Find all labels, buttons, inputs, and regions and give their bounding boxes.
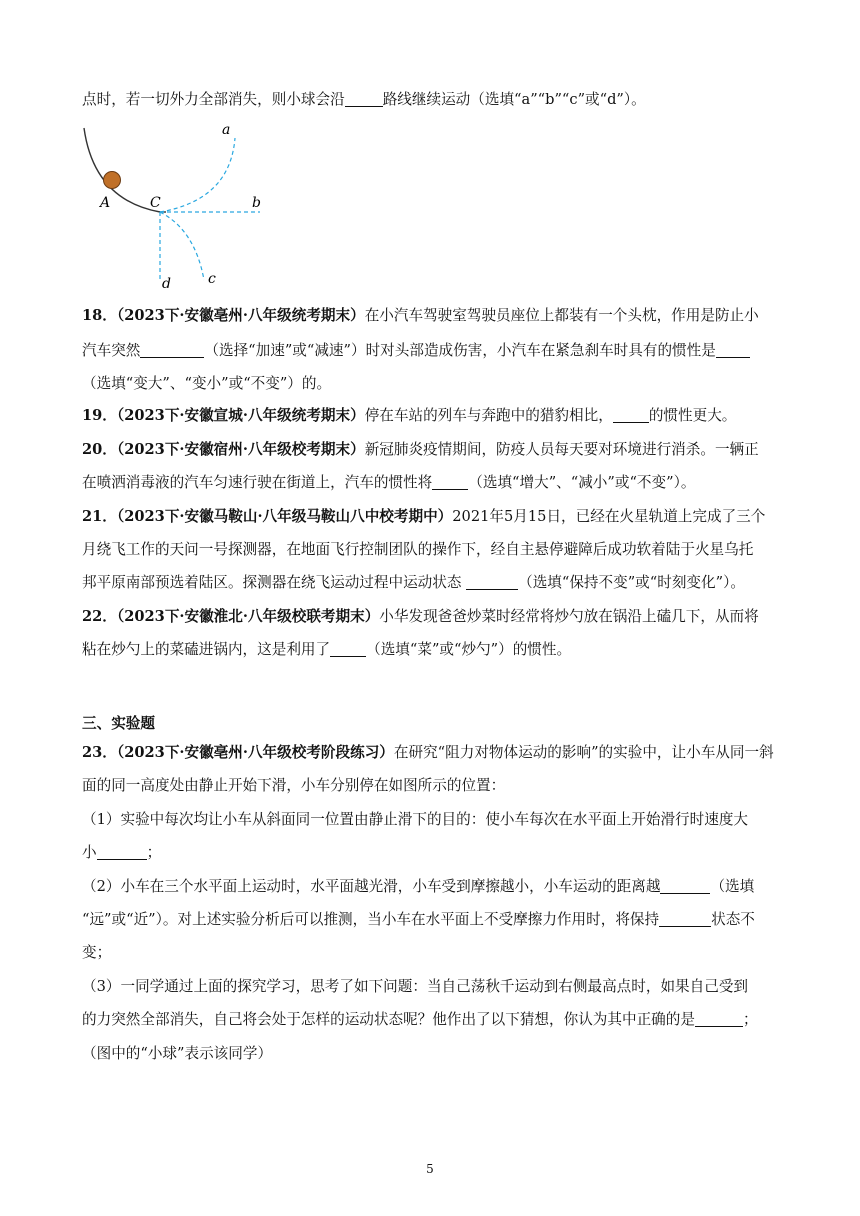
q20-text: 在喷洒消毒液的汽车匀速行驶在街道上，汽车的惯性将 [82,474,433,491]
q23-text: ； [146,844,162,861]
label-a: a [222,122,231,138]
q23-p2-line-2 [82,910,782,930]
path-a [160,138,235,212]
label-c: c [208,271,216,287]
ball [104,172,121,189]
answer-blank [466,573,518,590]
answer-blank [432,473,468,490]
q21-line-3 [82,573,782,593]
q19-source: 19．（2023下·安徽宣城·八年级统考期末） [82,407,365,424]
q22-text: 粘在炒勺上的菜磕进锅内，这是利用了 [82,641,331,658]
q23-text: “远”或“近”）。对上述实验分析后可以推测，当小车在水平面上不受摩擦力作用时，将保持 [82,911,660,928]
q21-text: 2021年5月15日，已经在火星轨道上完成了三个 [452,508,766,525]
q18-line-3 [82,374,782,394]
q23-text: 变； [82,944,112,961]
q20-line-1 [82,440,782,460]
q19-text: 停在车站的列车与奔跑中的猎豹相比， [364,407,613,424]
q23-text: （选填 [710,878,755,895]
label-point-A: A [100,195,111,211]
q22-line-1 [82,607,782,627]
q23-text: 面的同一高度处由静止开始下滑，小车分别停在如图所示的位置： [82,777,506,794]
answer-blank [660,877,710,894]
q21-text: 邦平原南部预选着陆区。探测器在绕飞运动过程中运动状态 [82,574,467,591]
q18-line-1 [82,306,782,326]
q23-p2-line-3 [82,943,782,963]
q20-line-2 [82,473,782,493]
trajectory-figure [80,120,280,290]
q23-line-1 [82,743,782,763]
q21-source: 21．（2023下·安徽马鞍山·八年级马鞍山八中校考期中） [82,508,453,525]
path-c [160,212,204,280]
label-d: d [162,276,171,290]
q17-text: 点时，若一切外力全部消失，则小球会沿 [82,91,345,108]
q23-text: （图中的“小球”表示该同学） [82,1045,273,1062]
q18-text: 在小汽车驾驶室驾驶员座位上都装有一个头枕，作用是防止小 [364,307,759,324]
q20-text: （选填“增大”、“减小”或“不变”）。 [468,474,696,491]
q19-line-1 [82,406,782,426]
q18-text: （选填“变大”、“变小”或“不变”）的。 [82,375,332,392]
answer-blank [345,90,383,107]
q23-p2-line-1 [82,877,782,897]
label-b: b [252,195,261,211]
q22-text: 小华发现爸爸炒菜时经常将炒勺放在锅沿上磕几下，从而将 [379,608,759,625]
q21-line-2 [82,540,782,560]
q17-line-1 [82,90,782,110]
q23-text: （1）实验中每次均让小车从斜面同一位置由静止滑下的目的：使小车每次在水平面上开始滑行时速度大 [82,811,749,828]
q21-text: （选填“保持不变”或“时刻变化”）。 [518,574,745,591]
q22-source: 22．（2023下·安徽淮北·八年级校联考期末） [82,608,380,625]
q23-text: （3）一同学通过上面的探究学习，思考了如下问题：当自己荡秋千运动到右侧最高点时，如果自己受到 [82,978,749,995]
q23-p3-line-2 [82,1010,782,1030]
q19-text: 的惯性更大。 [648,407,737,424]
answer-blank [695,1010,743,1027]
q23-text: 状态不 [711,911,755,928]
q23-line-2 [82,776,782,796]
q18-text: （选择“加速”或“减速”）时对头部造成伤害，小汽车在紧急刹车时具有的惯性是 [204,342,716,359]
q23-p1-line-2 [82,843,782,863]
q18-text: 汽车突然 [82,342,141,359]
q23-text: （2）小车在三个水平面上运动时，水平面越光滑，小车受到摩擦越小，小车运动的距离越 [82,878,661,895]
page-number: 5 [426,1162,434,1176]
q23-p3-line-3 [82,1044,782,1064]
q17-text: 路线继续运动（选填“a”“b”“c”或“d”）。 [382,91,646,108]
q18-source: 18．（2023下·安徽亳州·八年级统考期末） [82,307,365,324]
q23-source: 23．（2023下·安徽亳州·八年级校考阶段练习） [82,744,394,761]
q23-text: 的力突然全部消失，自己将会处于怎样的运动状态呢？他作出了以下猜想，你认为其中正确的是 [82,1011,695,1028]
q23-text: 在研究“阻力对物体运动的影响”的实验中，让小车从同一斜 [393,744,774,761]
q20-text: 新冠肺炎疫情期间，防疫人员每天要对环境进行消杀。一辆正 [364,441,759,458]
q23-p1-line-1 [82,810,782,830]
answer-blank [716,341,750,358]
q20-source: 20．（2023下·安徽宿州·八年级校考期末） [82,441,365,458]
q21-text: 月绕飞工作的天问一号探测器，在地面飞行控制团队的操作下，经自主悬停避障后成功软着陆于火星乌托 [82,541,754,558]
q23-p3-line-1 [82,977,782,997]
q22-text: （选填“菜”或“炒勺”）的惯性。 [366,641,572,658]
answer-blank [613,406,649,423]
q23-text: ； [742,1011,758,1028]
q23-text: 小 [82,844,97,861]
answer-blank [330,640,366,657]
label-point-C: C [150,195,161,211]
curved-track [84,128,160,212]
q22-line-2 [82,640,782,660]
answer-blank [140,341,204,358]
q18-line-2 [82,341,782,361]
section-title: 三、实验题 [82,715,155,732]
q21-line-1 [82,507,782,527]
answer-blank [659,910,711,927]
answer-blank [97,843,147,860]
